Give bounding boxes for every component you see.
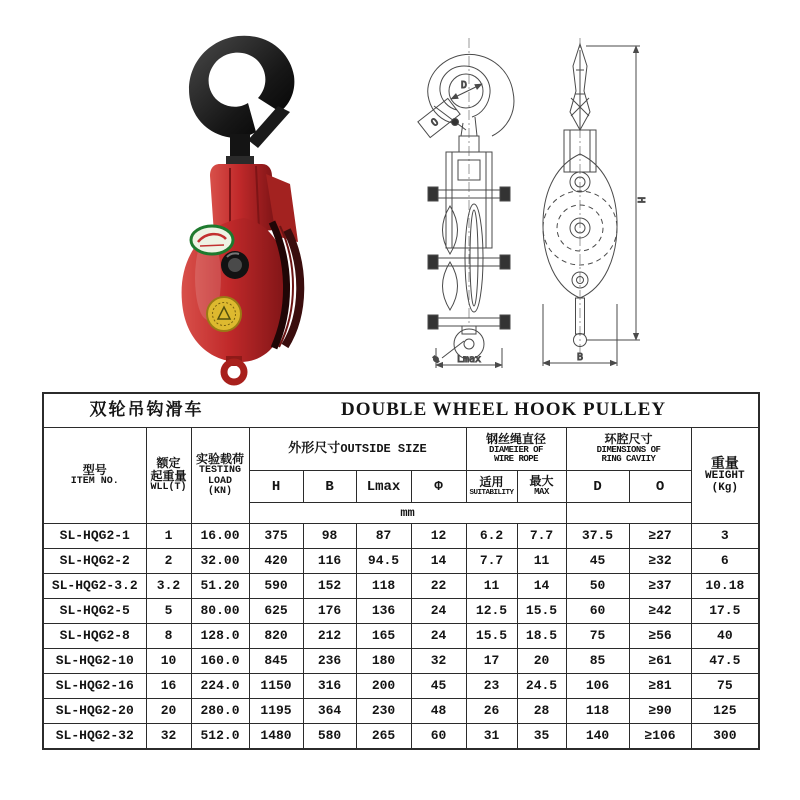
dim-label-lmax: Lmax	[456, 354, 482, 365]
table-cell: 80.00	[191, 599, 249, 624]
table-cell: 176	[303, 599, 356, 624]
table-row	[43, 624, 759, 649]
product-photo-svg	[138, 8, 344, 388]
table-cell: SL-HQG2-32	[43, 724, 146, 750]
brand-sticker-oval	[191, 226, 233, 254]
header-max: 最大 MAX	[517, 471, 566, 503]
header-h: H	[249, 471, 303, 503]
table-cell: 18.5	[517, 624, 566, 649]
table-cell: 116	[303, 549, 356, 574]
table-cell: 10.18	[691, 574, 759, 599]
table-cell: ≥61	[629, 649, 691, 674]
table-cell: 15.5	[517, 599, 566, 624]
table-cell: 24.5	[517, 674, 566, 699]
table-row	[43, 524, 759, 549]
cert-sticker-round	[207, 297, 241, 331]
header-testing-load: 实验载荷 TESTING LOAD (KN)	[191, 428, 249, 524]
header-phi: Φ	[411, 471, 466, 503]
table-cell: 75	[566, 624, 629, 649]
table-cell: SL-HQG2-5	[43, 599, 146, 624]
table-row	[43, 549, 759, 574]
table-cell: 152	[303, 574, 356, 599]
dim-label-b: B	[576, 352, 584, 363]
table-cell: 1150	[249, 674, 303, 699]
header-outside-size: 外形尺寸 OUTSIDE SIZE	[249, 428, 466, 471]
axle-nut	[221, 251, 249, 279]
table-cell: 28	[517, 699, 566, 724]
table-cell: SL-HQG2-16	[43, 674, 146, 699]
table-cell: 625	[249, 599, 303, 624]
spec-table-body	[43, 524, 759, 750]
table-row	[43, 574, 759, 599]
table-cell: 11	[517, 549, 566, 574]
table-cell: 236	[303, 649, 356, 674]
table-cell: 420	[249, 549, 303, 574]
table-cell: 212	[303, 624, 356, 649]
table-cell: 24	[411, 624, 466, 649]
table-cell: ≥32	[629, 549, 691, 574]
header-item-no: 型号 ITEM NO.	[43, 428, 146, 524]
table-cell: 45	[411, 674, 466, 699]
table-cell: 140	[566, 724, 629, 750]
table-cell: 11	[466, 574, 517, 599]
table-row	[43, 724, 759, 750]
table-cell: 32.00	[191, 549, 249, 574]
table-cell: 32	[411, 649, 466, 674]
table-cell: 35	[517, 724, 566, 750]
dim-label-h: H	[635, 196, 646, 204]
product-photo	[138, 8, 344, 388]
table-cell: 280.0	[191, 699, 249, 724]
table-cell: 590	[249, 574, 303, 599]
table-cell: 3	[691, 524, 759, 549]
table-cell: 94.5	[356, 549, 411, 574]
table-cell: SL-HQG2-1	[43, 524, 146, 549]
table-cell: 45	[566, 549, 629, 574]
table-cell: 23	[466, 674, 517, 699]
table-cell: 17	[466, 649, 517, 674]
table-cell: 31	[466, 724, 517, 750]
side-view-drawing	[406, 36, 532, 372]
table-cell: 75	[691, 674, 759, 699]
bottom-eye	[224, 356, 244, 382]
table-cell: 180	[356, 649, 411, 674]
table-cell: 1480	[249, 724, 303, 750]
table-cell: 37.5	[566, 524, 629, 549]
table-cell: 375	[249, 524, 303, 549]
table-cell: SL-HQG2-2	[43, 549, 146, 574]
dim-label-phi: Φ	[430, 353, 443, 367]
table-cell: ≥81	[629, 674, 691, 699]
header-suitability: 适用 SUITABILITY	[466, 471, 517, 503]
table-cell: 17.5	[691, 599, 759, 624]
table-cell: 316	[303, 674, 356, 699]
table-cell: 580	[303, 724, 356, 750]
table-cell: 1	[146, 524, 191, 549]
header-b: B	[303, 471, 356, 503]
table-cell: SL-HQG2-20	[43, 699, 146, 724]
table-cell: 845	[249, 649, 303, 674]
table-cell: 26	[466, 699, 517, 724]
spec-table	[42, 392, 760, 750]
table-cell: 118	[356, 574, 411, 599]
table-cell: SL-HQG2-8	[43, 624, 146, 649]
table-cell: 128.0	[191, 624, 249, 649]
table-cell: ≥90	[629, 699, 691, 724]
table-cell: ≥56	[629, 624, 691, 649]
table-cell: 8	[146, 624, 191, 649]
table-cell: 12	[411, 524, 466, 549]
table-cell: 16	[146, 674, 191, 699]
table-cell: ≥42	[629, 599, 691, 624]
table-row	[43, 649, 759, 674]
table-title-cn: 双轮吊钩滑车	[43, 393, 249, 428]
table-cell: 22	[411, 574, 466, 599]
table-cell: 200	[356, 674, 411, 699]
front-view-svg	[528, 36, 650, 372]
header-d: D	[566, 471, 629, 503]
table-cell: SL-HQG2-3.2	[43, 574, 146, 599]
front-view-drawing	[528, 36, 650, 372]
table-cell: 125	[691, 699, 759, 724]
table-cell: 2	[146, 549, 191, 574]
header-lmax: Lmax	[356, 471, 411, 503]
table-cell: 230	[356, 699, 411, 724]
side-view-svg	[406, 36, 532, 372]
table-cell: 51.20	[191, 574, 249, 599]
table-cell: ≥27	[629, 524, 691, 549]
table-cell: 50	[566, 574, 629, 599]
table-cell: 136	[356, 599, 411, 624]
table-cell: 60	[566, 599, 629, 624]
table-row	[43, 674, 759, 699]
header-o: O	[629, 471, 691, 503]
table-cell: 160.0	[191, 649, 249, 674]
table-cell: 106	[566, 674, 629, 699]
table-title-en: DOUBLE WHEEL HOOK PULLEY	[249, 393, 759, 428]
table-cell: 1195	[249, 699, 303, 724]
table-cell: 820	[249, 624, 303, 649]
table-cell: 265	[356, 724, 411, 750]
table-cell: 364	[303, 699, 356, 724]
header-wire-rope: 钢丝绳直径 DIAMEIER OF WIRE ROPE	[466, 428, 566, 471]
table-cell: 98	[303, 524, 356, 549]
table-cell: 85	[566, 649, 629, 674]
unit-mm-cell: mm	[249, 503, 566, 524]
table-cell: 20	[517, 649, 566, 674]
table-cell: ≥37	[629, 574, 691, 599]
header-wll: 额定 起重量 WLL(T)	[146, 428, 191, 524]
table-cell: 300	[691, 724, 759, 750]
table-cell: 15.5	[466, 624, 517, 649]
table-cell: 40	[691, 624, 759, 649]
table-row	[43, 699, 759, 724]
table-cell: 47.5	[691, 649, 759, 674]
dim-label-o: O	[429, 116, 441, 130]
table-cell: 118	[566, 699, 629, 724]
table-cell: 512.0	[191, 724, 249, 750]
table-cell: 32	[146, 724, 191, 750]
table-cell: 60	[411, 724, 466, 750]
table-title-row	[43, 393, 759, 428]
table-cell: 20	[146, 699, 191, 724]
hook	[189, 36, 294, 164]
table-cell: 7.7	[466, 549, 517, 574]
table-cell: 24	[411, 599, 466, 624]
table-cell: 224.0	[191, 674, 249, 699]
table-cell: 165	[356, 624, 411, 649]
header-weight: 重量 WEIGHT (Kg)	[691, 428, 759, 524]
unit-row-empty-cell	[566, 503, 691, 524]
table-cell: 10	[146, 649, 191, 674]
table-cell: 5	[146, 599, 191, 624]
dim-label-d: D	[460, 80, 468, 91]
table-cell: 6	[691, 549, 759, 574]
table-cell: ≥106	[629, 724, 691, 750]
table-header-row-groups	[43, 428, 759, 471]
table-cell: 3.2	[146, 574, 191, 599]
table-cell: 87	[356, 524, 411, 549]
table-cell: 14	[517, 574, 566, 599]
table-cell: 7.7	[517, 524, 566, 549]
table-cell: 6.2	[466, 524, 517, 549]
table-cell: 16.00	[191, 524, 249, 549]
table-row	[43, 599, 759, 624]
header-ring-cavity: 环腔尺寸 DIMENSIONS OF RING CAVIIY	[566, 428, 691, 471]
table-cell: 48	[411, 699, 466, 724]
table-cell: 14	[411, 549, 466, 574]
table-cell: SL-HQG2-10	[43, 649, 146, 674]
table-cell: 12.5	[466, 599, 517, 624]
